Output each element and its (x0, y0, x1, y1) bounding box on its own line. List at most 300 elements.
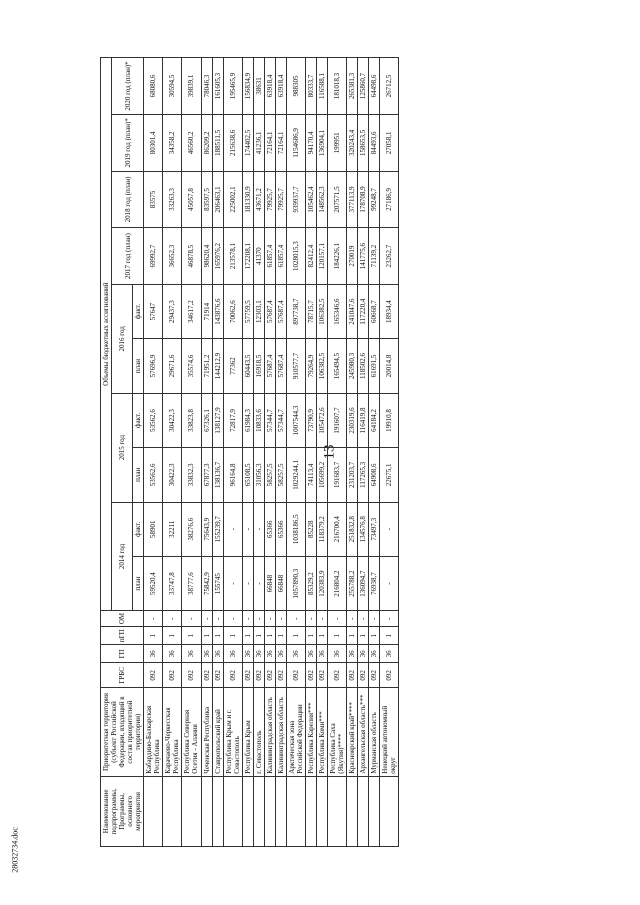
header-2020: 2020 год (план)* (112, 58, 144, 115)
cell-p14: - (380, 556, 399, 610)
cell-grbs: 092 (144, 663, 163, 688)
cell-p16: 29671,6 (163, 339, 182, 393)
cell-y18: 178708,9 (358, 171, 369, 228)
cell-f15: 116419,8 (358, 393, 369, 447)
cell-pgp: 1 (317, 627, 328, 645)
cell-p15: 138136,7 (212, 448, 223, 502)
cell-p16: 144212,9 (212, 339, 223, 393)
cell-p14: 76938,7 (369, 556, 380, 610)
budget-table (100, 57, 399, 847)
cell-p14: - (223, 556, 242, 610)
cell-y17: 71139,2 (369, 228, 380, 285)
cell-gp: 36 (264, 645, 275, 663)
cell-terr: Кабардино-Балкарская Республика (144, 688, 163, 776)
header-grbs: ГРБС (101, 663, 144, 688)
cell-y19: 41236,1 (253, 114, 264, 171)
cell-f14: 85228 (305, 502, 316, 556)
cell-y19: 27058,1 (380, 114, 399, 171)
cell-p16: 57687,4 (264, 339, 275, 393)
cell-f16: 897738,7 (286, 284, 305, 338)
cell-y19: 46560,2 (182, 114, 201, 171)
cell-om: - (201, 611, 212, 627)
header-2018: 2018 год (план) (112, 171, 144, 228)
cell-y20: 988305 (286, 58, 305, 115)
table-row (305, 58, 316, 847)
cell-f14: 216700,4 (328, 502, 347, 556)
cell-gp: 36 (275, 645, 286, 663)
cell-y20: 26712,5 (380, 58, 399, 115)
cell-grbs: 092 (264, 663, 275, 688)
cell-p16: 77362 (223, 339, 242, 393)
cell-f15: 30422,3 (163, 393, 182, 447)
table-row (317, 58, 328, 847)
cell-name (347, 776, 358, 846)
cell-p15: 105699,2 (317, 448, 328, 502)
cell-name (369, 776, 380, 846)
table-row (358, 58, 369, 847)
cell-f16: 165346,6 (328, 284, 347, 338)
table-body (144, 58, 399, 847)
cell-p14: 33747,8 (163, 556, 182, 610)
cell-p15: 231203,7 (347, 448, 358, 502)
cell-f16: 34617,2 (182, 284, 201, 338)
cell-name (144, 776, 163, 846)
cell-gp: 36 (317, 645, 328, 663)
cell-y17: 141775,6 (358, 228, 369, 285)
cell-p15: 65108,5 (242, 448, 253, 502)
cell-f15: 10833,6 (253, 393, 264, 447)
cell-f15: 73790,9 (305, 393, 316, 447)
cell-p16: 20014,8 (380, 339, 399, 393)
cell-f14: - (253, 502, 264, 556)
cell-p16: 16918,5 (253, 339, 264, 393)
cell-p16: 61691,5 (369, 339, 380, 393)
cell-f16: 71914 (201, 284, 212, 338)
cell-f14: 65366 (264, 502, 275, 556)
cell-f14: - (242, 502, 253, 556)
header-plan-2016: план (133, 339, 144, 393)
cell-p15: 74113,4 (305, 448, 316, 502)
cell-p14: - (242, 556, 253, 610)
cell-terr: Мурманская область (369, 688, 380, 776)
cell-p15: 1029244,1 (286, 448, 305, 502)
cell-p16: 79264,9 (305, 339, 316, 393)
cell-pgp: 1 (144, 627, 163, 645)
cell-grbs: 092 (253, 663, 264, 688)
cell-y19: 199951 (328, 114, 347, 171)
cell-f16: 241047,6 (347, 284, 358, 338)
cell-p15: 22675,1 (380, 448, 399, 502)
cell-y20: 195465,9 (223, 58, 242, 115)
cell-y19: 136904,1 (317, 114, 328, 171)
cell-p14: 120383,9 (317, 556, 328, 610)
cell-y17: 69992,7 (144, 228, 163, 285)
cell-y17: 61857,4 (264, 228, 275, 285)
cell-terr: г. Севастополь (253, 688, 264, 776)
table-row (264, 58, 275, 847)
table-row (369, 58, 380, 847)
cell-pgp: 1 (358, 627, 369, 645)
cell-p14: 38777,6 (182, 556, 201, 610)
cell-f14: 251832,8 (347, 502, 358, 556)
cell-om: - (317, 611, 328, 627)
cell-y18: 225002,1 (223, 171, 242, 228)
table-row (347, 58, 358, 847)
header-fact-2014: факт. (133, 502, 144, 556)
cell-f15: 138127,9 (212, 393, 223, 447)
cell-p16: 165494,5 (328, 339, 347, 393)
cell-f16: 57687,4 (275, 284, 286, 338)
cell-f15: 64184,2 (369, 393, 380, 447)
cell-p14: 66848 (264, 556, 275, 610)
cell-f15: 105472,6 (317, 393, 328, 447)
cell-om: - (358, 611, 369, 627)
cell-p15: 64908,6 (369, 448, 380, 502)
cell-gp: 36 (253, 645, 264, 663)
cell-f16: 60668,7 (369, 284, 380, 338)
cell-p14: 75842,9 (201, 556, 212, 610)
cell-terr: Ненецкий автономный округ (380, 688, 399, 776)
cell-y20: 39839,1 (182, 58, 201, 115)
cell-y17: 41370 (253, 228, 264, 285)
cell-p15: 96164,8 (223, 448, 242, 502)
cell-y17: 213578,1 (223, 228, 242, 285)
cell-f14: 75643,9 (201, 502, 212, 556)
cell-y19: 34358,2 (163, 114, 182, 171)
cell-terr: Архангельская область*** (358, 688, 369, 776)
cell-om: - (328, 611, 347, 627)
cell-y20: 63918,4 (275, 58, 286, 115)
header-plan-2015: план (133, 448, 144, 502)
cell-f14: 65366 (275, 502, 286, 556)
cell-pgp: 1 (163, 627, 182, 645)
cell-p16: 118502,6 (358, 339, 369, 393)
cell-grbs: 092 (305, 663, 316, 688)
cell-f16: 57759,5 (242, 284, 253, 338)
cell-p14: 155745 (212, 556, 223, 610)
cell-name (275, 776, 286, 846)
cell-f16: 18934,4 (380, 284, 399, 338)
cell-pgp: 1 (223, 627, 242, 645)
cell-pgp: 1 (253, 627, 264, 645)
cell-pgp: 1 (286, 627, 305, 645)
cell-f14: - (223, 502, 242, 556)
cell-p16: 71951,2 (201, 339, 212, 393)
cell-name (201, 776, 212, 846)
cell-f14: 155239,7 (212, 502, 223, 556)
cell-f14: 38276,6 (182, 502, 201, 556)
cell-om: - (305, 611, 316, 627)
cell-f14: 58901 (144, 502, 163, 556)
cell-om: - (223, 611, 242, 627)
cell-y17: 23262,7 (380, 228, 399, 285)
cell-pgp: 1 (242, 627, 253, 645)
cell-y19: 215638,6 (223, 114, 242, 171)
header-priority: Приоритетная территория (субъект Российской Федерации, входящий в состав приоритетной территории) (101, 688, 144, 776)
cell-grbs: 092 (212, 663, 223, 688)
cell-y17: 270019 (347, 228, 358, 285)
cell-terr: Арктическая зона Российской Федерации (286, 688, 305, 776)
header-2016: 2016 год (112, 284, 133, 393)
cell-y17: 36652,3 (163, 228, 182, 285)
cell-f15: 57344,7 (275, 393, 286, 447)
cell-y19: 94170,4 (305, 114, 316, 171)
table-row (380, 58, 399, 847)
cell-name (223, 776, 242, 846)
cell-grbs: 092 (380, 663, 399, 688)
cell-pgp: 1 (201, 627, 212, 645)
cell-grbs: 092 (275, 663, 286, 688)
cell-f15: 1007544,3 (286, 393, 305, 447)
cell-y19: 158653,5 (358, 114, 369, 171)
cell-grbs: 092 (163, 663, 182, 688)
cell-gp: 36 (201, 645, 212, 663)
cell-f14: 32211 (163, 502, 182, 556)
cell-p15: 33832,3 (182, 448, 201, 502)
cell-p14: - (253, 556, 264, 610)
cell-p15: 67877,3 (201, 448, 212, 502)
cell-y17: 46878,5 (182, 228, 201, 285)
cell-y19: 188511,5 (212, 114, 223, 171)
cell-y17: 61857,4 (275, 228, 286, 285)
cell-grbs: 092 (317, 663, 328, 688)
cell-y19: 320243,4 (347, 114, 358, 171)
cell-p15: 58257,5 (275, 448, 286, 502)
cell-om: - (242, 611, 253, 627)
cell-pgp: 1 (328, 627, 347, 645)
cell-p15: 31056,3 (253, 448, 264, 502)
cell-gp: 36 (163, 645, 182, 663)
cell-y17: 172208,1 (242, 228, 253, 285)
cell-f15: 72817,9 (223, 393, 242, 447)
cell-p14: 1057890,3 (286, 556, 305, 610)
cell-name (163, 776, 182, 846)
cell-y18: 45057,8 (182, 171, 201, 228)
header-plan-2014: план (133, 556, 144, 610)
cell-f16: 78715,7 (305, 284, 316, 338)
cell-terr: Республика Северная Осетия - Алания (182, 688, 201, 776)
cell-y20: 265381,3 (347, 58, 358, 115)
cell-p16: 910577,7 (286, 339, 305, 393)
cell-gp: 36 (380, 645, 399, 663)
cell-p14: 85329,2 (305, 556, 316, 610)
header-2019: 2019 год (план)* (112, 114, 144, 171)
cell-grbs: 092 (369, 663, 380, 688)
cell-y20: 116588,1 (317, 58, 328, 115)
cell-y20: 125860,7 (358, 58, 369, 115)
cell-gp: 36 (182, 645, 201, 663)
cell-pgp: 1 (182, 627, 201, 645)
cell-y18: 99248,7 (369, 171, 380, 228)
cell-om: - (347, 611, 358, 627)
cell-f16: 57647 (144, 284, 163, 338)
header-fact-2016: факт. (133, 284, 144, 338)
cell-y18: 105462,4 (305, 171, 316, 228)
cell-f16: 12303,1 (253, 284, 264, 338)
header-2017: 2017 год (план) (112, 228, 144, 285)
cell-grbs: 092 (328, 663, 347, 688)
cell-f14: - (380, 502, 399, 556)
cell-terr: Республика Крым (242, 688, 253, 776)
cell-y19: 72164,1 (264, 114, 275, 171)
cell-grbs: 092 (182, 663, 201, 688)
cell-gp: 36 (242, 645, 253, 663)
cell-y18: 939937,7 (286, 171, 305, 228)
cell-terr: Республика Карелия*** (305, 688, 316, 776)
cell-y19: 174402,5 (242, 114, 253, 171)
cell-y18: 83575 (144, 171, 163, 228)
cell-om: - (264, 611, 275, 627)
cell-y20: 64498,6 (369, 58, 380, 115)
cell-pgp: 1 (347, 627, 358, 645)
cell-gp: 36 (223, 645, 242, 663)
cell-y18: 27186,9 (380, 171, 399, 228)
table-row (212, 58, 223, 847)
cell-grbs: 092 (242, 663, 253, 688)
cell-y20: 78046,3 (201, 58, 212, 115)
cell-y19: 1154686,9 (286, 114, 305, 171)
cell-f15: 61984,3 (242, 393, 253, 447)
cell-pgp: 1 (369, 627, 380, 645)
cell-grbs: 092 (286, 663, 305, 688)
cell-y18: 377113,9 (347, 171, 358, 228)
cell-y18: 83597,5 (201, 171, 212, 228)
cell-f14: 1038186,5 (286, 502, 305, 556)
cell-pgp: 1 (212, 627, 223, 645)
cell-y18: 206463,1 (212, 171, 223, 228)
cell-p15: 53562,6 (144, 448, 163, 502)
cell-terr: Республика Коми*** (317, 688, 328, 776)
cell-om: - (144, 611, 163, 627)
cell-grbs: 092 (347, 663, 358, 688)
header-gp: ГП (101, 645, 144, 663)
cell-terr: Красноярский край**** (347, 688, 358, 776)
cell-y19: 84493,6 (369, 114, 380, 171)
cell-terr: Республика Саха (Якутия)**** (328, 688, 347, 776)
cell-p16: 106382,5 (317, 339, 328, 393)
cell-y20: 80333,7 (305, 58, 316, 115)
cell-f16: 29437,3 (163, 284, 182, 338)
cell-p16: 35574,6 (182, 339, 201, 393)
cell-y19: 80301,4 (144, 114, 163, 171)
cell-y18: 207571,5 (328, 171, 347, 228)
cell-grbs: 092 (223, 663, 242, 688)
cell-p14: 255788,2 (347, 556, 358, 610)
cell-p15: 191683,7 (328, 448, 347, 502)
cell-om: - (253, 611, 264, 627)
document-filename: 28032734.doc (10, 827, 20, 873)
header-om: ОМ (101, 611, 144, 627)
cell-name (242, 776, 253, 846)
cell-y18: 79925,7 (264, 171, 275, 228)
page-number: 13 (321, 444, 338, 460)
cell-name (212, 776, 223, 846)
cell-y20: 156834,9 (242, 58, 253, 115)
cell-f14: 73497,3 (369, 502, 380, 556)
cell-y18: 33263,3 (163, 171, 182, 228)
cell-p15: 117265,3 (358, 448, 369, 502)
cell-gp: 36 (286, 645, 305, 663)
cell-f15: 67326,1 (201, 393, 212, 447)
table-row (182, 58, 201, 847)
header-name: Наименование подпрограммы, Программы, основного мероприятия (101, 776, 144, 846)
cell-f16: 106382,5 (317, 284, 328, 338)
cell-f15: 33823,8 (182, 393, 201, 447)
header-2015: 2015 год (112, 393, 133, 502)
cell-f16: 70062,6 (223, 284, 242, 338)
cell-gp: 36 (328, 645, 347, 663)
cell-y18: 43671,2 (253, 171, 264, 228)
cell-y18: 181330,9 (242, 171, 253, 228)
cell-name (286, 776, 305, 846)
cell-om: - (163, 611, 182, 627)
cell-p14: 136094,7 (358, 556, 369, 610)
cell-y20: 161605,3 (212, 58, 223, 115)
cell-y17: 1028015,3 (286, 228, 305, 285)
table-row (253, 58, 264, 847)
cell-name (305, 776, 316, 846)
cell-y17: 165976,2 (212, 228, 223, 285)
cell-f15: 53562,6 (144, 393, 163, 447)
cell-terr: Республика Крым и г. Севастополь (223, 688, 242, 776)
cell-p16: 57696,9 (144, 339, 163, 393)
cell-gp: 36 (358, 645, 369, 663)
cell-terr: Ставропольский край (212, 688, 223, 776)
cell-y17: 98620,4 (201, 228, 212, 285)
cell-p15: 30422,3 (163, 448, 182, 502)
cell-p16: 60443,5 (242, 339, 253, 393)
cell-f15: 19910,8 (380, 393, 399, 447)
table-row (275, 58, 286, 847)
cell-f15: 57344,7 (264, 393, 275, 447)
cell-f16: 143876,6 (212, 284, 223, 338)
cell-om: - (369, 611, 380, 627)
cell-om: - (182, 611, 201, 627)
cell-f15: 230319,6 (347, 393, 358, 447)
cell-f16: 57687,4 (264, 284, 275, 338)
cell-p16: 245980,3 (347, 339, 358, 393)
table-row (163, 58, 182, 847)
cell-f14: 134576,8 (358, 502, 369, 556)
cell-y20: 68080,6 (144, 58, 163, 115)
cell-y20: 30594,5 (163, 58, 182, 115)
cell-om: - (275, 611, 286, 627)
table-row (242, 58, 253, 847)
cell-terr: Калининградская область (264, 688, 275, 776)
cell-y17: 184226,1 (328, 228, 347, 285)
cell-name (264, 776, 275, 846)
cell-f14: 118379,2 (317, 502, 328, 556)
cell-y18: 79925,7 (275, 171, 286, 228)
cell-gp: 36 (369, 645, 380, 663)
cell-gp: 36 (305, 645, 316, 663)
cell-gp: 36 (347, 645, 358, 663)
cell-y19: 72164,1 (275, 114, 286, 171)
table-row (201, 58, 212, 847)
table-row (328, 58, 347, 847)
header-volumes: Объемы бюджетных ассигнований (101, 58, 112, 611)
cell-terr: Калининградская область (275, 688, 286, 776)
cell-p14: 216804,2 (328, 556, 347, 610)
cell-name (253, 776, 264, 846)
cell-name (328, 776, 347, 846)
cell-terr: Чеченская Республика (201, 688, 212, 776)
table-row (144, 58, 163, 847)
header-2014: 2014 год (112, 502, 133, 611)
cell-terr: Карачаево-Черкесская Республика (163, 688, 182, 776)
header-pgp: пГП (101, 627, 144, 645)
cell-name (358, 776, 369, 846)
